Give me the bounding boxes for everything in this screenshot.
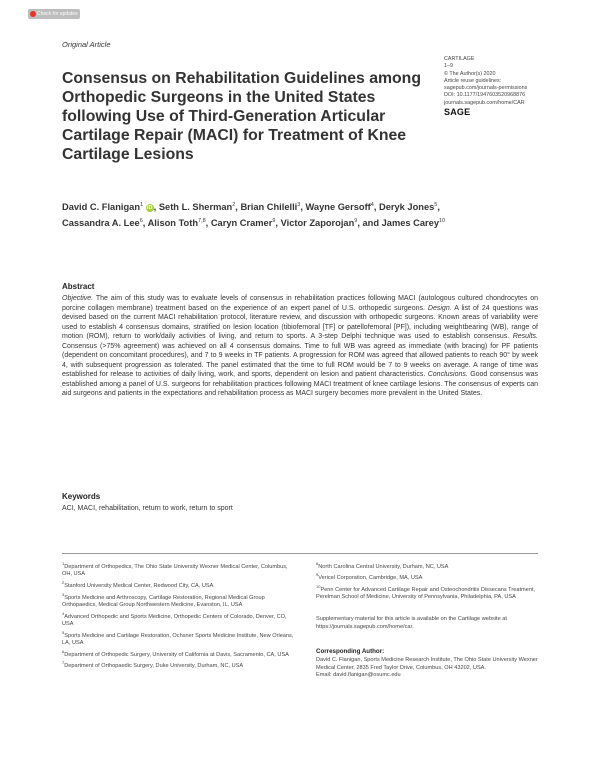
affiliation-mark: 6 (62, 648, 65, 654)
affiliation-item (62, 579, 296, 590)
affiliation-mark: 1 (62, 561, 65, 566)
corresponding-author (316, 657, 538, 680)
affiliation-text: Advanced Orthopedic and Sports Medicine, Orthopedic Centers of Colorado, Denver, CO, USA (62, 613, 287, 627)
author-affiliation-mark: 5 (434, 202, 438, 208)
affiliation-text: Department of Orthopedics, The Ohio State University Wexner Medical Center, Columbus, OH, USA (62, 563, 288, 578)
author (382, 218, 446, 228)
author-affiliation-mark: 2 (232, 202, 236, 208)
author (62, 218, 143, 228)
corresponding-heading: Corresponding Author: (316, 648, 385, 655)
author (379, 202, 437, 212)
affiliation-item (62, 591, 296, 610)
affiliation-text: North Carolina Central University, Durham, NC, USA (318, 563, 449, 570)
affiliation-mark: 4 (62, 610, 65, 616)
author (306, 202, 374, 212)
author-affiliation-mark: 3 (297, 202, 301, 208)
journal-meta (444, 56, 584, 118)
affiliations-right (316, 560, 538, 602)
author-affiliation-mark: 10 (439, 218, 446, 225)
affiliation-text: Department of Orthopaedic Surgery, Duke University, Durham, NC, USA (64, 662, 244, 669)
corresponding-address: David C. Flanigan, Sports Medicine Research Institute, The Ohio State University Wexner Medical Center, 2835 Fred Taylor Drive, Columbus, OH 43202, USA. (316, 657, 538, 671)
author (240, 202, 300, 212)
supplementary-note: Supplementary material for this article is available on the Cartilage website at https://journals.sagepub.com/home/car. (316, 616, 507, 630)
permissions-link[interactable]: sagepub.com/journals-permissions (444, 85, 528, 92)
author-name: Wayne Gersoff (305, 202, 371, 213)
author (62, 202, 154, 212)
objective-text: The aim of this study was to evaluate levels of consensus in rehabilitation practices following MACI (autologous cultured chondrocytes on porcine collagen membrane) treatment based on the experience of an expert panel of U.S. orthopedic surgeons. (62, 295, 538, 312)
affiliation-text: Penn Center for Advanced Cartilage Repair and Osteochondritis Dissecans Treatment, Perelman School of Medicine, University of Pennsylvania, Philadelphia, PA, USA (316, 586, 535, 601)
affiliation-mark: 9 (316, 572, 319, 578)
affiliation-mark: 10 (316, 583, 321, 589)
affiliation-item (316, 583, 538, 602)
author-name: Cassandra A. Lee (62, 218, 140, 229)
orcid-icon[interactable]: iD (146, 205, 153, 212)
author-affiliation-mark: 6 (139, 218, 143, 225)
author (148, 218, 206, 228)
affiliation-text: Sports Medicine and Arthroscopy, Cartilage Restoration, Regional Medical Group Orthopaedics, Medical Group Northwestern Medicine, Evanston, IL, USA (62, 594, 265, 608)
affiliation-item (62, 560, 296, 579)
abstract-heading: Abstract (62, 282, 95, 291)
author (281, 218, 358, 228)
affiliation-item (316, 571, 538, 582)
article-type: Original Article (62, 40, 111, 49)
affiliation-item (316, 560, 538, 571)
author-affiliation-mark: 4 (370, 202, 374, 208)
affiliation-text: Sports Medicine and Cartilage Restoration, Ochsner Sports Medicine Institute, New Orleans, LA, USA (62, 632, 294, 647)
check-for-updates-badge[interactable] (28, 9, 80, 19)
results-label: Results. (512, 333, 538, 340)
journal-name: CARTILAGE (444, 56, 475, 62)
author (211, 218, 276, 228)
affiliation-item (62, 610, 296, 629)
footnote-divider (62, 553, 538, 554)
affiliation-item (62, 659, 296, 670)
author-affiliation-mark: 7,8 (198, 218, 206, 225)
author-name: David C. Flanigan (62, 202, 141, 213)
design-text: A list of 24 questions was devised based on the current MACI rehabilitation protocol, literature review, and discussion with orthopedic surgeons. Known areas of variability were used to establish 4 consensus domains, stratified on lesion location (tibiofemoral [TF] or patellofemoral [PF]), including weightbearing (WB), range of motion (ROM), return to work/daily activities of living, and return to sports. A 3-step Delphi technique was used to establish consensus. (62, 304, 538, 340)
affiliation-mark: 2 (62, 580, 65, 586)
journal-url[interactable]: journals.sagepub.com/home/CAR (444, 99, 525, 106)
conclusions-text: Good consensus was established among a panel of U.S. surgeons for rehabilitation practices following MACI treatment of knee cartilage lesions. The consensus of experts can aid surgeons and patients in the expectations and rehabilitation process as MACI surgery becomes more prevalent in the United States. (62, 371, 538, 397)
check-updates-icon (30, 11, 36, 17)
design-label: Design. (427, 304, 452, 312)
author-name: Alison Toth (147, 218, 199, 229)
keywords-text: ACI, MACI, rehabilitation, return to work, return to sport (62, 505, 233, 512)
affiliation-mark: 7 (62, 660, 65, 666)
author-name: Seth L. Sherman (158, 202, 233, 213)
author-name: Caryn Cramer (210, 218, 273, 229)
article-title: Consensus on Rehabilitation Guidelines among Orthopedic Surgeons in the United States following Use of Third-Generation Articular Cartilage Repair (MACI) for Treatment of Knee Cartilage Lesions (62, 70, 421, 163)
reuse-guidelines: Article reuse guidelines: (444, 77, 502, 84)
affiliation-item (62, 629, 296, 648)
author-affiliation-mark: 9 (272, 218, 276, 225)
affiliation-text: Stanford University Medical Center, Redwood City, CA, USA (64, 582, 214, 589)
author-name: Brian Chilelli (240, 202, 298, 213)
author-name: James Carey (381, 218, 439, 229)
keywords-heading: Keywords (62, 492, 101, 501)
author-affiliation-mark: 9 (354, 218, 358, 225)
page-range: 1–9 (444, 63, 453, 70)
results-text: Consensus (>75% agreement) was achieved on all 4 consensus domains. Time to full WB was agreed as immediate (with bracing) for PF patients (dependent on concomitant procedures), and 7 to 9 weeks in TF patients. A progression for ROM was agreed that allowed patients to reach 90° by week 4, with subsequent progression as tolerated. The panel estimated that the time to full ROM would be 7 to 9 weeks on average. A range of time was established for release to activities of daily living, work, and sports, dependent on lesion and patient characteristics. (62, 342, 538, 378)
objective-label: Objective. (62, 295, 94, 302)
author-list: David C. Flanigan$^1$ iD, Seth L. Sherman$^2$, Brian Chilelli$^3$, Wayne Gersoff$^4$, Deryk Jones$^5$, Cassandra A. Lee$^6$, Alison Toth$^{7,8}$, Caryn Cramer$^9$, Victor Zaporojan$^9$, and James Carey$^{10}$ (62, 202, 446, 229)
affiliation-mark: 8 (316, 561, 319, 566)
sage-logo: SAGE (444, 107, 471, 118)
affiliation-mark: 3 (62, 591, 65, 597)
conclusions-label: Conclusions. (427, 371, 468, 378)
affiliation-text: Department of Orthopedic Surgery, University of California at Davis, Sacramento, CA, USA (64, 651, 289, 658)
author-name: Victor Zaporojan (280, 218, 355, 229)
author-name: Deryk Jones (379, 202, 435, 213)
check-updates-label: Check for updates (37, 11, 78, 17)
affiliations-left (62, 560, 296, 671)
doi[interactable]: DOI: 10.1177/1947603520968876 (444, 92, 526, 99)
affiliation-mark: 5 (62, 629, 65, 635)
author-affiliation-mark: 1 (140, 202, 144, 208)
corresponding-email[interactable]: Email: david.flanigan@osumc.edu (316, 672, 401, 679)
affiliation-text: Vericel Corporation, Cambridge, MA, USA (318, 575, 423, 582)
affiliation-item (62, 648, 296, 659)
abstract-body (62, 294, 538, 399)
copyright: © The Author(s) 2020 (444, 70, 496, 77)
author (159, 202, 235, 212)
